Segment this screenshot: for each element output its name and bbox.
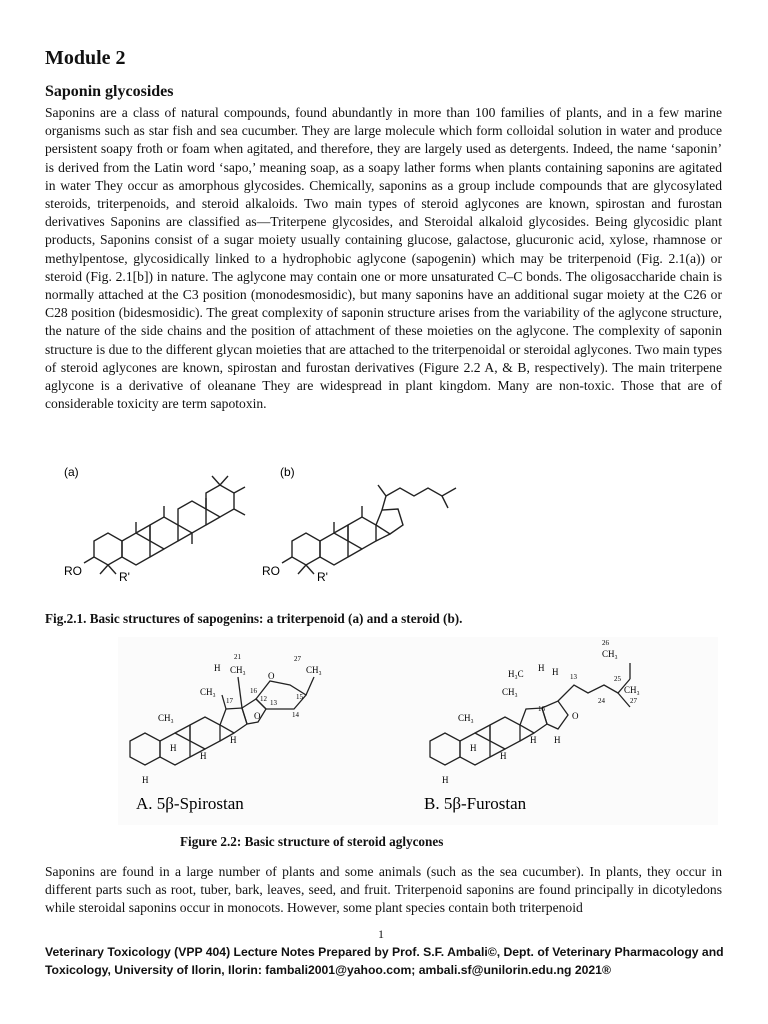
- spirostan-c13: 13: [270, 699, 277, 707]
- furostan-h-top: H: [538, 663, 545, 673]
- figure-1-ro-b: RO: [262, 564, 280, 578]
- furostan-ch3-d: CH₃: [624, 685, 640, 695]
- figure-1-r-a: R': [119, 570, 130, 584]
- spirostan-c12: 12: [260, 695, 267, 703]
- furostan-c13: 13: [570, 673, 577, 681]
- figure-2-1-caption: Fig.2.1. Basic structures of sapogenins: a triterpenoid (a) and a steroid (b).: [45, 611, 463, 626]
- figure-1-ro-a: RO: [64, 564, 82, 578]
- main-paragraph: Saponins are a class of natural compounds, found abundantly in more than 100 families of plants, and in a few marine organisms such as star fish and sea cucumber. They are large molecule which form colloidal solution in water and produce persistent soapy froth or foam when agitated, and therefore, they are largely used as detergents. Indeed, the name ‘saponin’ is derived from the Latin word ‘sapo,’ meaning soap, as a soapy lather forms when plants containing saponins are agitated in water They occur as amorphous glycosides. Chemically, saponins as a group include compounds that are glycosylated steroids, triterpenoids, and steroid alkaloids. Two main types of steroid aglycones are known, spirostan and furostan derivatives Saponins are classified as—Triterpene glycosides, and Steroidal alkaloid glycosides. Being glycosidic plant products, Saponins consist of a sugar moiety usually containing glucose, galactose, glucuronic acid, xylose, rhamnose or methylpentose, glycosidically linked to a hydrophobic aglycone (sapogenin) which may be triterpenoid (Fig. 2.1(a)) or steroid (Fig. 2.1[b]) in nature. The aglycone may contain one or more unsaturated C–C bonds. The oligosaccharide chain is normally attached at the C3 position (monodesmosidic), but many saponins have an additional sugar moiety at the C26 or C28 position (bidesmosidic). The great complexity of saponin structure arises from the variability of the aglycone structure, the nature of the side chains and the position of attachment of these moieties on the aglycone. The complexity of saponin structure is due to the different glycan moieties that are attached to the triterpenoidal or steroidal aglycones. Two main types of steroid aglycones are known, spirostan and furostan derivatives (Figure 2.2 A, & B, respectively). The main triterpene aglycone is a derivative of oleanane They are widespread in plant kingdom. Many are non-toxic. Those that are of considerable toxicity are term sapotoxin.: [45, 105, 722, 412]
- furostan-c16: 16: [538, 705, 545, 713]
- furostan-h-2: H: [500, 751, 507, 761]
- figure-2-label-a: A. 5β-Spirostan: [136, 794, 244, 813]
- furostan-h-top-2: H: [552, 667, 559, 677]
- figure-2-label-b: B. 5β-Furostan: [424, 794, 527, 813]
- furostan-h-3: H: [530, 735, 537, 745]
- spirostan-o-2: O: [254, 711, 261, 721]
- page-footer: Veterinary Toxicology (VPP 404) Lecture Notes Prepared by Prof. S.F. Ambali©, Dept. of Veterinary Pharmacology and Toxicology, University of Ilorin, Ilorin: fambali2001@yahoo.com; ambali.sf@unilorin.edu.ng 2021®: [45, 945, 724, 977]
- furostan-c27: 27: [630, 697, 637, 705]
- furostan-h-5: H: [442, 775, 449, 785]
- furostan-h-1: H: [470, 743, 477, 753]
- furostan-h-4: H: [554, 735, 561, 745]
- figure-2-2-caption: Figure 2.2: Basic structure of steroid aglycones: [180, 834, 444, 849]
- spirostan-c17: 17: [226, 697, 233, 705]
- spirostan-ch3-a: CH₃: [158, 713, 174, 723]
- furostan-ch3-c: CH₃: [602, 649, 618, 659]
- furostan-o: O: [572, 711, 579, 721]
- furostan-c24: 24: [598, 697, 605, 705]
- spirostan-c27: 27: [294, 655, 301, 663]
- furostan-ch3-b: CH₃: [502, 687, 518, 697]
- figure-1-r-b: R': [317, 570, 328, 584]
- module-title: Module 2: [45, 47, 126, 69]
- spirostan-ch3-d: CH₃: [306, 665, 322, 675]
- furostan-h3c: H₃C: [508, 669, 524, 679]
- spirostan-h-1: H: [170, 743, 177, 753]
- spirostan-o-1: O: [268, 671, 275, 681]
- page-number: 1: [378, 927, 384, 941]
- furostan-ch3-a: CH₃: [458, 713, 474, 723]
- spirostan-c14: 14: [292, 711, 299, 719]
- figure-2-2-steroid-aglycones: [118, 637, 718, 825]
- furostan-c26: 26: [602, 639, 609, 647]
- figure-1-label-b: (b): [280, 465, 295, 479]
- spirostan-c15: 15: [296, 693, 303, 701]
- section-heading: Saponin glycosides: [45, 83, 174, 100]
- spirostan-ch3-c: CH₃: [230, 665, 246, 675]
- figure-1-label-a: (a): [64, 465, 79, 479]
- bottom-paragraph: Saponins are found in a large number of plants and some animals (such as the sea cucumber). In plants, they occur in different parts such as root, tuber, bark, leaves, seed, and fruit. Triterpenoid saponins are found principally in dicotyledons while steroidal saponins occur in monocots. However, some plant species contain both triterpenoid: [45, 864, 722, 916]
- spirostan-h-3: H: [230, 735, 237, 745]
- spirostan-h-2: H: [200, 751, 207, 761]
- spirostan-c21: 21: [234, 653, 241, 661]
- spirostan-ch3-b: CH₃: [200, 687, 216, 697]
- spirostan-c16: 16: [250, 687, 257, 695]
- spirostan-h-top: H: [214, 663, 221, 673]
- furostan-c25: 25: [614, 675, 621, 683]
- spirostan-h-4: H: [142, 775, 149, 785]
- figure-2-1-sapogenin-structures: [56, 462, 481, 588]
